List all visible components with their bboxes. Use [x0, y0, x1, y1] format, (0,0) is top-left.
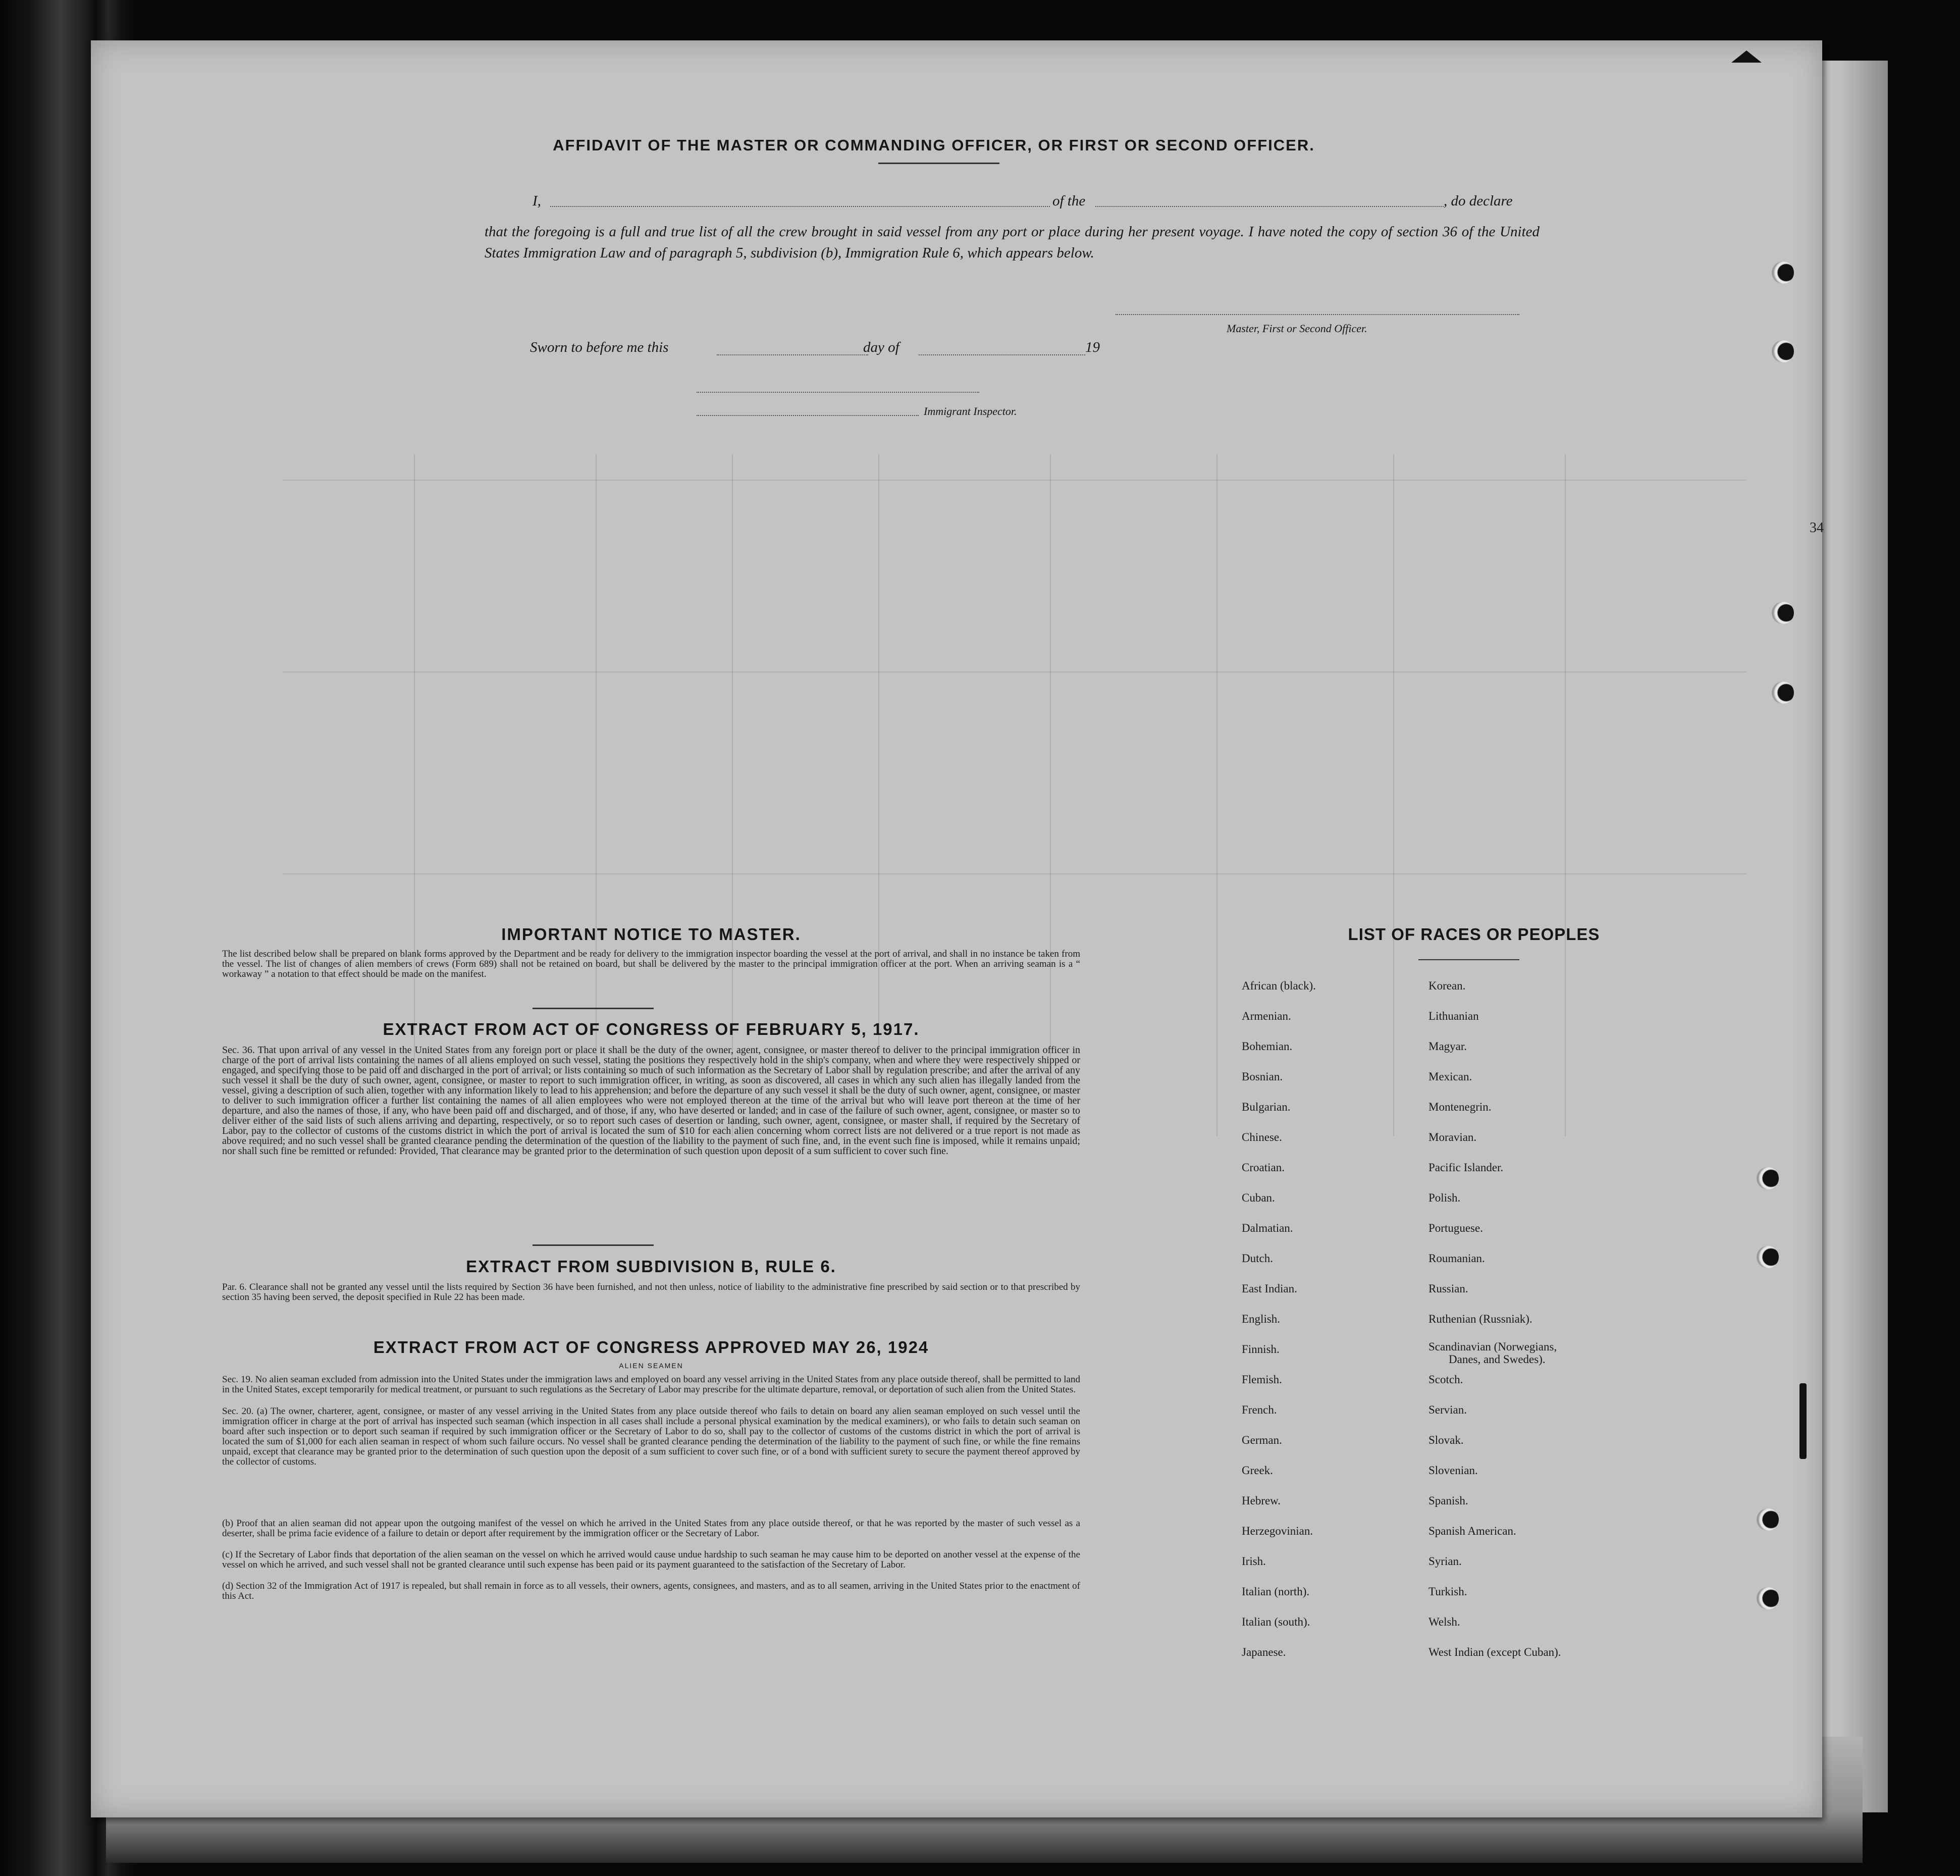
extract-1917-title: EXTRACT FROM ACT OF CONGRESS OF FEBRUARY 5, 1917. [383, 1020, 920, 1038]
extract-1917-body: Sec. 36. That upon arrival of any vessel in the United States from any foreign port or place it shall be the duty of the owner, agent, consignee, or master thereof to deliver to the principal immigration officer in charge of the port of arrival lists containing the names of all aliens employed on such vessel, stating the positions they respectively hold in the ship's company, when and where they were respectively shipped or engaged, and specifying those to be paid off and discharged in the port of arrival; or lists containing so much of such information as the Secretary of Labor shall by regulation prescribe; and after the arrival of any such vessel it shall be the duty of such owner, agent, consignee, or master to report to such immigration officer, in writing, as soon as discovered, all cases in which any such alien has illegally landed from the vessel, giving a description of such alien, together with any information likely to lead to his apprehension; and before the departure of any such vessel it shall be the duty of such owner, agent, consignee, or master to deliver to such immigration officer a further list containing the names of all alien employees who were not employed thereon at the time of the arrival but who will leave port thereon at the time of her departure, and also the names of those, if any, who have been paid off and discharged, and of those, if any, who have deserted or landed; and in case of the failure of such owner, agent, consignee, or master so to deliver either of the said lists of such aliens arriving and departing, respectively, or so to report such cases of desertion or landing, such owner, agent, consignee, or master shall, if required by the Secretary of Labor, pay to the collector of customs of the customs district in which the port of arrival is located the sum of $10 for each alien concerning whom correct lists are not delivered or a true report is not made as above required; and no such vessel shall be granted clearance pending the determination of the question of the liability to the payment of such fine, and, in the event such fine is imposed, while it remains unpaid; nor shall such fine be remitted or refunded: Provided, That clearance may be granted prior to the determination of such question upon deposit of a sum sufficient to cover such fine. [222, 1045, 1080, 1157]
race-item: Armenian. [1242, 1010, 1291, 1022]
inspector-caption: Immigrant Inspector. [924, 405, 1017, 418]
race-item: Montenegrin. [1428, 1101, 1492, 1113]
notice-title: IMPORTANT NOTICE TO MASTER. [501, 925, 801, 944]
race-item: Polish. [1428, 1191, 1461, 1204]
document-page [91, 40, 1822, 1817]
race-item: Servian. [1428, 1403, 1467, 1416]
signature-blank [1116, 314, 1519, 315]
affidavit-i-label: I, [533, 193, 541, 209]
inspector-blank [697, 415, 919, 416]
race-item: Bohemian. [1242, 1040, 1293, 1053]
extract-1924-sec20c: (c) If the Secretary of Labor finds that deportation of the alien seaman on the vessel on which he arrived would cause undue hardship to such seaman he may cause him to be deported on another vessel at the expense of the vessel on which he arrived, and such vessel shall not be granted clearance until such expense has been paid or its payment guaranteed to the satisfaction of the Secretary of Labor. [222, 1549, 1080, 1570]
bleed-through-line [283, 480, 1746, 481]
race-item: Dalmatian. [1242, 1222, 1293, 1234]
race-item: Roumanian. [1428, 1252, 1485, 1265]
race-item: Finnish. [1242, 1343, 1280, 1356]
do-declare-label: , do declare [1444, 193, 1513, 209]
race-item: Bosnian. [1242, 1070, 1283, 1083]
extract-1924-sec20b: (b) Proof that an alien seaman did not appear upon the outgoing manifest of the vessel on which he arrived in the United States from any place outside thereof, or that he was reported by the master of such vessel as a deserter, shall be prima facie evidence of a failure to detain or deport after requirement by the immigration officer or the Secretary of Labor. [222, 1518, 1080, 1539]
name-blank [550, 206, 1050, 207]
race-item: Hebrew. [1242, 1494, 1281, 1507]
section-rule [533, 1008, 654, 1009]
sworn-year: 19 [1085, 339, 1100, 355]
affidavit-body: that the foregoing is a full and true list of all the crew brought in said vessel from any port or place during her present voyage. I have noted the copy of section 36 of the United States Immigration Law and of paragraph 5, subdivision (b), Immigration Rule 6, which appears below. [485, 224, 1540, 261]
extract-rule6-body: Par. 6. Clearance shall not be granted any vessel until the lists required by Section 36 have been furnished, and not then unless, notice of liability to the administrative fine prescribed by said section or to that prescribed by section 35 having been served, the deposit specified in Rule 22 has been made. [222, 1282, 1080, 1302]
vessel-blank [1095, 206, 1444, 207]
race-item: Welsh. [1428, 1616, 1460, 1628]
signature-caption: Master, First or Second Officer. [1227, 322, 1367, 335]
bleed-through-line [283, 671, 1746, 672]
race-item: Russian. [1428, 1282, 1468, 1295]
race-item: Dutch. [1242, 1252, 1273, 1265]
title-rule [878, 163, 999, 164]
race-item: Flemish. [1242, 1373, 1282, 1386]
binder-hole [1772, 682, 1794, 704]
race-item: Mexican. [1428, 1070, 1472, 1083]
binder-clip-mark [1799, 1383, 1807, 1459]
race-item: Bulgarian. [1242, 1101, 1291, 1113]
race-item: Turkish. [1428, 1585, 1467, 1598]
race-item: Irish. [1242, 1555, 1266, 1568]
bleed-through-line [1216, 454, 1217, 1136]
binder-hole [1772, 340, 1794, 362]
sworn-day-of: day of [863, 339, 899, 355]
binder-hole [1757, 1246, 1779, 1268]
race-item: Greek. [1242, 1464, 1273, 1477]
race-item: Lithuanian [1428, 1010, 1479, 1022]
races-title: LIST OF RACES OR PEOPLES [1348, 925, 1600, 944]
race-item: Japanese. [1242, 1646, 1286, 1658]
race-item-continuation: Danes, and Swedes). [1449, 1353, 1546, 1366]
bleed-through-line [1393, 454, 1394, 1136]
race-item: Herzegovinian. [1242, 1525, 1313, 1537]
race-item: Scotch. [1428, 1373, 1463, 1386]
binder-hole [1757, 1587, 1779, 1609]
race-item: East Indian. [1242, 1282, 1297, 1295]
bleed-through-line [283, 873, 1746, 874]
race-item: Spanish American. [1428, 1525, 1516, 1537]
sworn-month-blank [919, 354, 1085, 355]
extract-1924-sec20d: (d) Section 32 of the Immigration Act of 1917 is repealed, but shall remain in force as to all vessels, their owners, agents, consignees, and masters, and as to all seamen, arriving in the United States prior to the enactment of this Act. [222, 1581, 1080, 1601]
of-the-label: of the [1052, 193, 1086, 209]
inspector-line [697, 392, 979, 393]
race-item: Chinese. [1242, 1131, 1282, 1143]
sworn-prefix: Sworn to before me this [530, 339, 669, 355]
binder-hole [1772, 602, 1794, 624]
affidavit-title: AFFIDAVIT OF THE MASTER OR COMMANDING OFFICER, OR FIRST OR SECOND OFFICER. [553, 136, 1315, 154]
race-item: Portuguese. [1428, 1222, 1483, 1234]
race-item: Spanish. [1428, 1494, 1468, 1507]
race-item: Syrian. [1428, 1555, 1462, 1568]
extract-rule6-title: EXTRACT FROM SUBDIVISION B, RULE 6. [466, 1257, 836, 1276]
race-item: Korean. [1428, 979, 1466, 992]
notice-body: The list described below shall be prepared on blank forms approved by the Department and be ready for delivery to the immigration inspector boarding the vessel at the port of arrival, and shall in no instance be taken from the vessel. The list of changes of alien members of crews (Form 689) shall not be retained on board, but shall be delivered by the master to the principal immigration officer at the port. When an arriving seaman is a “ workaway ” a notation to that effect should be made on the manifest. [222, 949, 1080, 979]
corner-clip-mark [1731, 50, 1762, 63]
races-rule [1418, 959, 1519, 960]
race-item: African (black). [1242, 979, 1316, 992]
extract-1924-sec20a: Sec. 20. (a) The owner, charterer, agent, consignee, or master of any vessel arriving in the United States from any place outside thereof who fails to detain on board any alien seaman employed on such vessel until the immigration officer in charge at the port of arrival has inspected such seaman (which inspection in all cases shall include a personal physical examination by the medical examiners), or who fails to detain such seaman on board after such inspection or to deport such seaman if required by such immigration officer or the Secretary of Labor to do so, shall pay to the collector of customs of the customs district in which the port of arrival is located the sum of $1,000 for each alien seaman in respect of whom such failure occurs. No vessel shall be granted clearance pending the determination of the liability to the payment of such fine, or while the fine remains unpaid, except that clearance may be granted prior to the determination of such question upon the deposit of a sum sufficient to cover such fine, or of a bond with sufficient surety to secure the payment thereof approved by the collector of customs. [222, 1406, 1080, 1467]
race-item: Scandinavian (Norwegians, [1428, 1340, 1557, 1353]
race-item: German. [1242, 1434, 1282, 1446]
race-item: West Indian (except Cuban). [1428, 1646, 1561, 1658]
binder-hole [1757, 1508, 1779, 1531]
race-item: Italian (north). [1242, 1585, 1310, 1598]
race-item: Italian (south). [1242, 1616, 1310, 1628]
binder-hole [1772, 262, 1794, 284]
race-item: Slovenian. [1428, 1464, 1478, 1477]
extract-1924-subtitle: ALIEN SEAMEN [619, 1362, 683, 1370]
race-item: Pacific Islander. [1428, 1161, 1504, 1174]
extract-1924-sec19: Sec. 19. No alien seaman excluded from admission into the United States under the immigration laws and employed on board any vessel arriving in the United States from any place outside thereof, shall be permitted to land in the United States, except temporarily for medical treatment, or pursuant to such regulations as the Secretary of Labor may prescribe for the ultimate departure, removal, or deportation of such alien from the United States. [222, 1374, 1080, 1395]
extract-1924-title: EXTRACT FROM ACT OF CONGRESS APPROVED MAY 26, 1924 [373, 1338, 929, 1357]
race-item: Ruthenian (Russniak). [1428, 1313, 1532, 1325]
sworn-day-blank [717, 354, 868, 355]
race-item: Slovak. [1428, 1434, 1464, 1446]
race-item: French. [1242, 1403, 1277, 1416]
race-item: Magyar. [1428, 1040, 1467, 1053]
race-item: English. [1242, 1313, 1281, 1325]
race-item: Cuban. [1242, 1191, 1275, 1204]
race-item: Moravian. [1428, 1131, 1477, 1143]
bleed-through-line [1565, 454, 1566, 1136]
race-item: Croatian. [1242, 1161, 1285, 1174]
section-rule [533, 1244, 654, 1246]
binder-hole [1757, 1167, 1779, 1189]
margin-note: 34 [1810, 520, 1824, 536]
